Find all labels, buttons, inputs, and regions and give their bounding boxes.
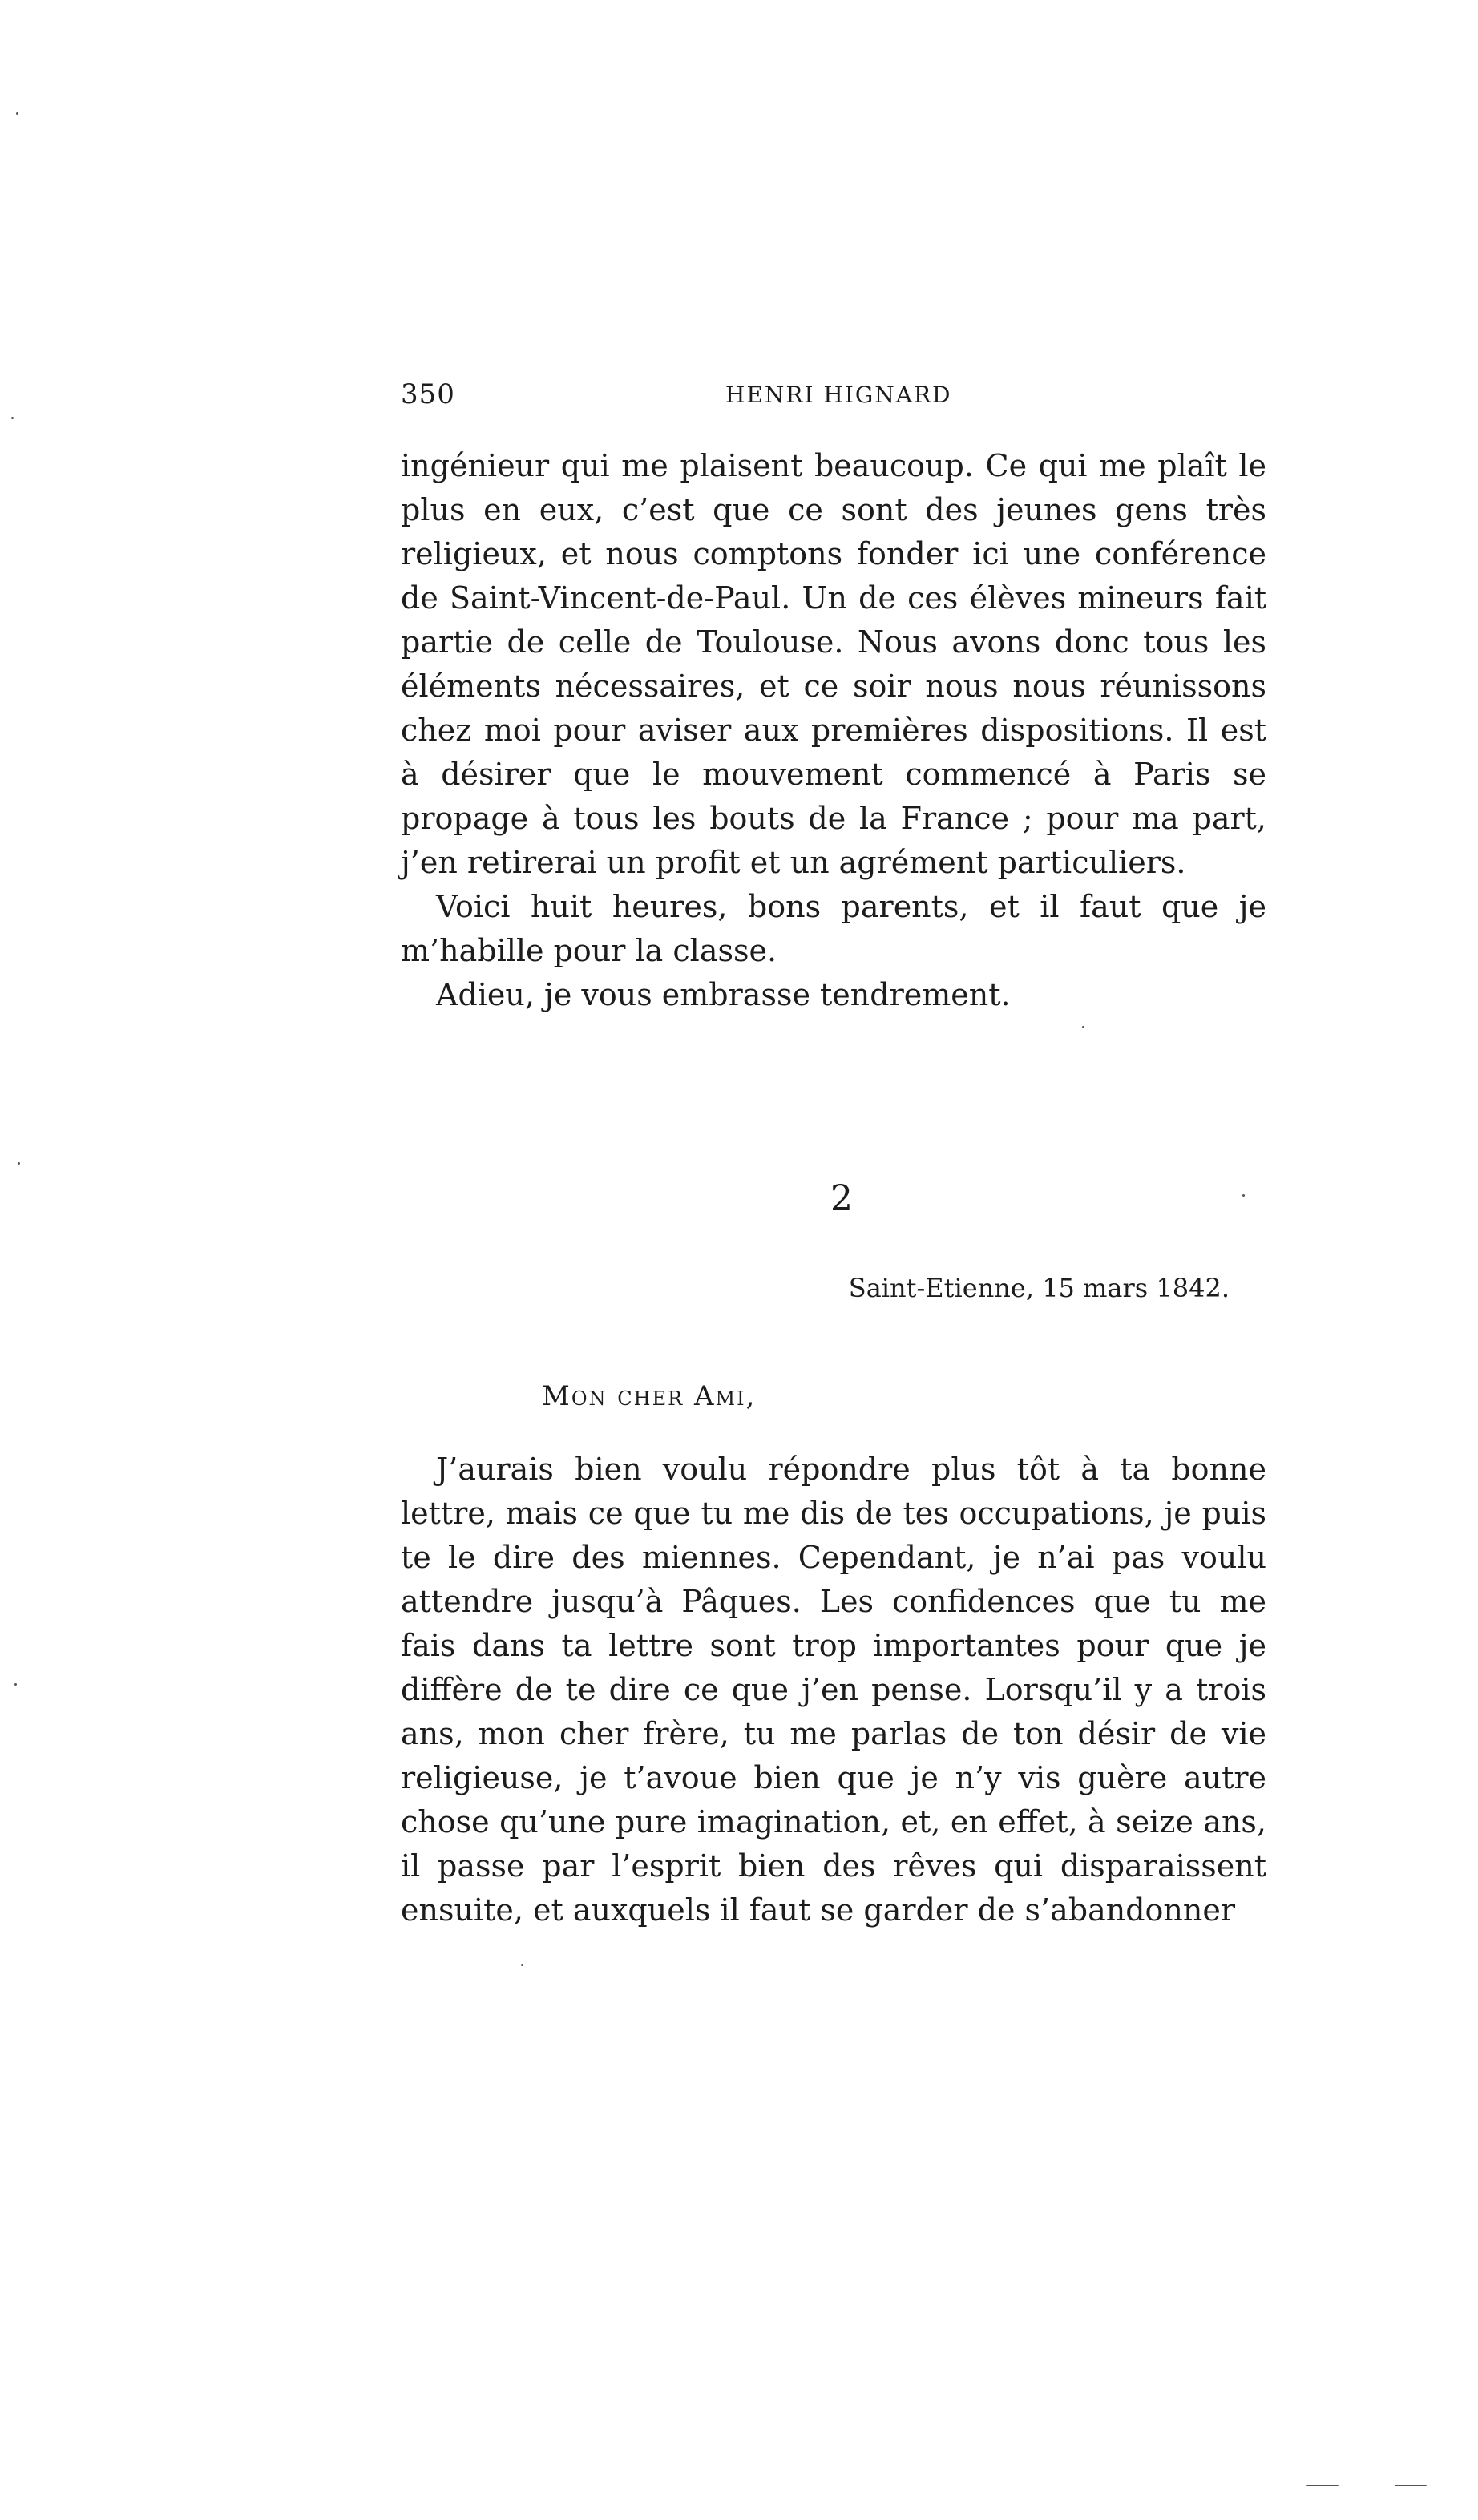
dateline: Saint-Etienne, 15 mars 1842. bbox=[848, 1273, 1230, 1303]
page-number: 350 bbox=[401, 378, 455, 410]
speck bbox=[1082, 1026, 1084, 1028]
speck bbox=[14, 1683, 17, 1686]
letter-number: 2 bbox=[830, 1178, 853, 1219]
letter-2-body bbox=[401, 1448, 1266, 1932]
salutation: Mon cher Ami, bbox=[542, 1380, 757, 1412]
speck bbox=[1242, 1194, 1245, 1197]
speck bbox=[18, 1162, 20, 1165]
speck bbox=[521, 1964, 523, 1966]
running-head: HENRI HIGNARD bbox=[725, 382, 952, 408]
speck bbox=[1395, 2485, 1427, 2486]
letter-1-body bbox=[401, 444, 1266, 1017]
page-header bbox=[401, 378, 1274, 418]
letter-2-paragraph: J’aurais bien voulu répondre plus tôt à ta bonne lettre, mais ce que tu me dis de tes occupations, je puis te le dire des miennes. Cependant, je n’ai pas voulu attendre jusqu’à Pâques. Les confidences que tu me fais dans ta lettre sont trop importantes pour que je diffère de te dire ce que j’en pense. Lorsqu’il y a trois ans, mon cher frère, tu me parlas de ton désir de vie religieuse, je t’avoue bien que je n’y vis guère autre chose qu’une pure imagination, et, en effet, à seize ans, il passe par l’esprit bien des rêves qui disparaissent ensuite, et auxquels il faut se garder de s’abandonner bbox=[401, 1452, 1266, 1928]
speck bbox=[16, 112, 18, 115]
letter-1-paragraph: ingénieur qui me plaisent beaucoup. Ce qui me plaît le plus en eux, c’est que ce sont des jeunes gens très religieux, et nous comptons fonder ici une conférence de Saint-Vincent-de-Paul. Un de ces élèves mineurs fait partie de celle de Toulouse. Nous avons donc tous les éléments nécessaires, et ce soir nous nous réunissons chez moi pour aviser aux premières dispositions. Il est à désirer que le mouvement commencé à Paris se propage à tous les bouts de la France ; pour ma part, j’en retirerai un profit et un agrément particuliers. bbox=[401, 448, 1266, 880]
speck bbox=[1306, 2485, 1339, 2486]
letter-1-paragraph: Voici huit heures, bons parents, et il faut que je m’habille pour la classe. bbox=[401, 889, 1266, 968]
letter-1-closing: Adieu, je vous embrasse tendrement. bbox=[436, 977, 1011, 1012]
speck bbox=[11, 417, 14, 419]
